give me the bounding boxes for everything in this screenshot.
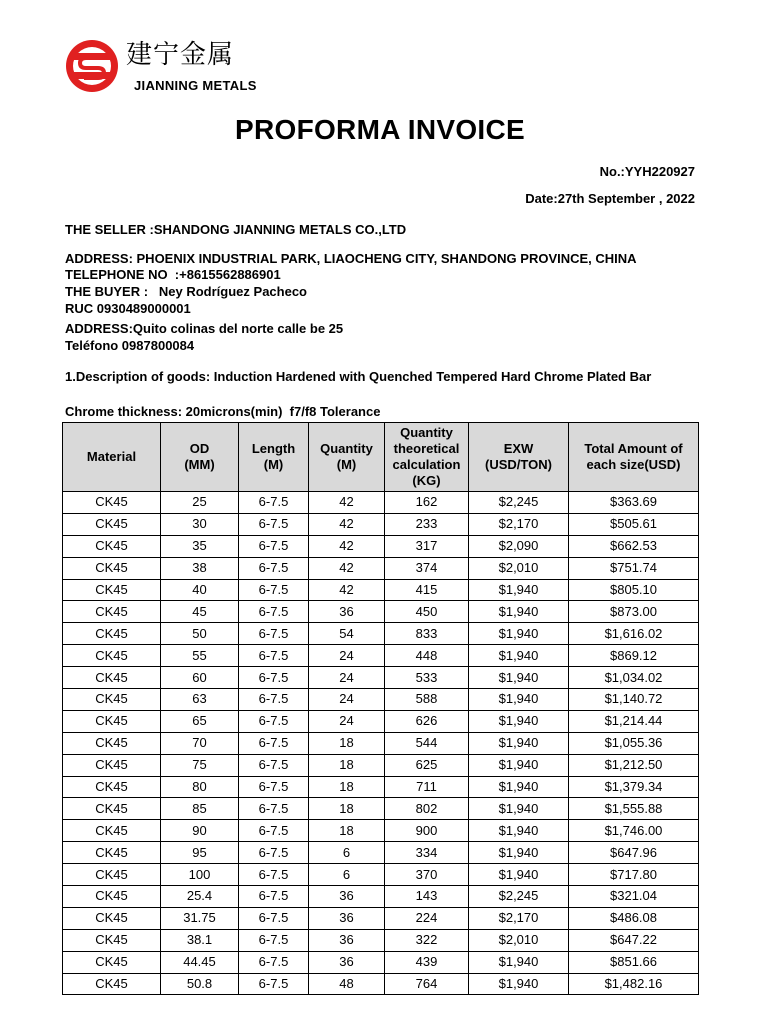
cell-length: 6-7.5 bbox=[239, 973, 309, 995]
cell-material: CK45 bbox=[63, 776, 161, 798]
table-row bbox=[63, 513, 699, 535]
cell-quantity-kg: 833 bbox=[385, 623, 469, 645]
cell-total: $1,034.02 bbox=[569, 667, 699, 689]
cell-quantity-m: 42 bbox=[309, 535, 385, 557]
table-row bbox=[63, 776, 699, 798]
cell-material: CK45 bbox=[63, 513, 161, 535]
header-quantity-kg: Quantity theoretical calculation (KG) bbox=[385, 423, 469, 492]
cell-quantity-m: 36 bbox=[309, 929, 385, 951]
cell-length: 6-7.5 bbox=[239, 645, 309, 667]
cell-length: 6-7.5 bbox=[239, 820, 309, 842]
seller-address: ADDRESS: PHOENIX INDUSTRIAL PARK, LIAOCHENG CITY, SHANDONG PROVINCE, CHINA bbox=[65, 251, 637, 266]
cell-length: 6-7.5 bbox=[239, 907, 309, 929]
cell-material: CK45 bbox=[63, 842, 161, 864]
cell-length: 6-7.5 bbox=[239, 667, 309, 689]
cell-exw: $1,940 bbox=[469, 798, 569, 820]
cell-length: 6-7.5 bbox=[239, 842, 309, 864]
cell-length: 6-7.5 bbox=[239, 929, 309, 951]
cell-length: 6-7.5 bbox=[239, 886, 309, 908]
cell-quantity-kg: 162 bbox=[385, 492, 469, 514]
cell-exw: $1,940 bbox=[469, 645, 569, 667]
cell-od: 100 bbox=[161, 864, 239, 886]
cell-length: 6-7.5 bbox=[239, 557, 309, 579]
table-row bbox=[63, 645, 699, 667]
table-row bbox=[63, 820, 699, 842]
company-name-cn: 建宁金属 bbox=[126, 40, 235, 70]
cell-material: CK45 bbox=[63, 645, 161, 667]
buyer-address: ADDRESS:Quito colinas del norte calle be 25 bbox=[65, 321, 344, 336]
cell-quantity-kg: 233 bbox=[385, 513, 469, 535]
cell-material: CK45 bbox=[63, 754, 161, 776]
table-header-row bbox=[63, 423, 699, 492]
cell-length: 6-7.5 bbox=[239, 579, 309, 601]
table-row bbox=[63, 732, 699, 754]
cell-total: $662.53 bbox=[569, 535, 699, 557]
cell-exw: $2,010 bbox=[469, 557, 569, 579]
cell-od: 45 bbox=[161, 601, 239, 623]
cell-length: 6-7.5 bbox=[239, 951, 309, 973]
cell-length: 6-7.5 bbox=[239, 776, 309, 798]
company-name-en: JIANNING METALS bbox=[134, 78, 257, 93]
cell-exw: $1,940 bbox=[469, 601, 569, 623]
cell-quantity-m: 18 bbox=[309, 820, 385, 842]
cell-length: 6-7.5 bbox=[239, 492, 309, 514]
cell-od: 60 bbox=[161, 667, 239, 689]
cell-total: $717.80 bbox=[569, 864, 699, 886]
cell-exw: $2,245 bbox=[469, 886, 569, 908]
cell-total: $1,055.36 bbox=[569, 732, 699, 754]
cell-total: $1,482.16 bbox=[569, 973, 699, 995]
invoice-number: No.:YYH220927 bbox=[599, 164, 695, 179]
goods-description: 1.Description of goods: Induction Hardened with Quenched Tempered Hard Chrome Plated Bar bbox=[65, 369, 652, 384]
cell-exw: $1,940 bbox=[469, 776, 569, 798]
header-total: Total Amount of each size(USD) bbox=[569, 423, 699, 492]
cell-exw: $1,940 bbox=[469, 951, 569, 973]
cell-quantity-m: 42 bbox=[309, 492, 385, 514]
cell-quantity-kg: 588 bbox=[385, 689, 469, 711]
cell-exw: $1,940 bbox=[469, 973, 569, 995]
cell-quantity-m: 42 bbox=[309, 579, 385, 601]
table-row bbox=[63, 535, 699, 557]
cell-exw: $1,940 bbox=[469, 710, 569, 732]
cell-length: 6-7.5 bbox=[239, 623, 309, 645]
cell-od: 40 bbox=[161, 579, 239, 601]
cell-length: 6-7.5 bbox=[239, 710, 309, 732]
cell-quantity-m: 18 bbox=[309, 776, 385, 798]
header-material: Material bbox=[63, 423, 161, 492]
cell-quantity-kg: 533 bbox=[385, 667, 469, 689]
table-row bbox=[63, 689, 699, 711]
cell-od: 38 bbox=[161, 557, 239, 579]
cell-exw: $1,940 bbox=[469, 842, 569, 864]
cell-total: $869.12 bbox=[569, 645, 699, 667]
table-row bbox=[63, 929, 699, 951]
cell-length: 6-7.5 bbox=[239, 513, 309, 535]
cell-material: CK45 bbox=[63, 623, 161, 645]
cell-exw: $1,940 bbox=[469, 732, 569, 754]
goods-table bbox=[62, 422, 699, 995]
table-row bbox=[63, 623, 699, 645]
cell-od: 75 bbox=[161, 754, 239, 776]
chrome-thickness: Chrome thickness: 20microns(min) f7/f8 Tolerance bbox=[65, 404, 381, 419]
cell-quantity-kg: 415 bbox=[385, 579, 469, 601]
cell-total: $1,214.44 bbox=[569, 710, 699, 732]
cell-material: CK45 bbox=[63, 732, 161, 754]
cell-total: $486.08 bbox=[569, 907, 699, 929]
cell-quantity-m: 36 bbox=[309, 907, 385, 929]
cell-total: $805.10 bbox=[569, 579, 699, 601]
cell-od: 44.45 bbox=[161, 951, 239, 973]
cell-total: $1,212.50 bbox=[569, 754, 699, 776]
table-row bbox=[63, 492, 699, 514]
cell-od: 55 bbox=[161, 645, 239, 667]
cell-material: CK45 bbox=[63, 601, 161, 623]
cell-quantity-kg: 625 bbox=[385, 754, 469, 776]
cell-quantity-kg: 334 bbox=[385, 842, 469, 864]
cell-od: 63 bbox=[161, 689, 239, 711]
buyer-ruc: RUC 0930489000001 bbox=[65, 301, 191, 316]
cell-quantity-m: 18 bbox=[309, 754, 385, 776]
cell-quantity-m: 54 bbox=[309, 623, 385, 645]
cell-od: 38.1 bbox=[161, 929, 239, 951]
cell-quantity-kg: 626 bbox=[385, 710, 469, 732]
cell-quantity-m: 36 bbox=[309, 601, 385, 623]
cell-total: $751.74 bbox=[569, 557, 699, 579]
cell-length: 6-7.5 bbox=[239, 798, 309, 820]
cell-length: 6-7.5 bbox=[239, 689, 309, 711]
cell-exw: $1,940 bbox=[469, 623, 569, 645]
table-row bbox=[63, 754, 699, 776]
cell-quantity-kg: 370 bbox=[385, 864, 469, 886]
cell-material: CK45 bbox=[63, 798, 161, 820]
cell-quantity-m: 6 bbox=[309, 864, 385, 886]
cell-quantity-kg: 711 bbox=[385, 776, 469, 798]
cell-material: CK45 bbox=[63, 973, 161, 995]
cell-od: 85 bbox=[161, 798, 239, 820]
seller-telephone: TELEPHONE NO :+8615562886901 bbox=[65, 267, 281, 282]
cell-material: CK45 bbox=[63, 864, 161, 886]
cell-quantity-kg: 143 bbox=[385, 886, 469, 908]
table-row bbox=[63, 601, 699, 623]
buyer-name: THE BUYER : Ney Rodríguez Pacheco bbox=[65, 284, 307, 299]
cell-quantity-m: 6 bbox=[309, 842, 385, 864]
cell-quantity-kg: 900 bbox=[385, 820, 469, 842]
cell-total: $1,616.02 bbox=[569, 623, 699, 645]
cell-quantity-kg: 450 bbox=[385, 601, 469, 623]
cell-exw: $1,940 bbox=[469, 864, 569, 886]
cell-length: 6-7.5 bbox=[239, 864, 309, 886]
cell-exw: $2,010 bbox=[469, 929, 569, 951]
cell-material: CK45 bbox=[63, 886, 161, 908]
cell-material: CK45 bbox=[63, 557, 161, 579]
cell-total: $1,746.00 bbox=[569, 820, 699, 842]
cell-quantity-m: 48 bbox=[309, 973, 385, 995]
cell-total: $647.96 bbox=[569, 842, 699, 864]
cell-quantity-m: 42 bbox=[309, 557, 385, 579]
cell-total: $1,140.72 bbox=[569, 689, 699, 711]
buyer-telephone: Teléfono 0987800084 bbox=[65, 338, 195, 353]
cell-exw: $1,940 bbox=[469, 579, 569, 601]
table-row bbox=[63, 710, 699, 732]
cell-total: $1,555.88 bbox=[569, 798, 699, 820]
table-row bbox=[63, 557, 699, 579]
cell-quantity-kg: 322 bbox=[385, 929, 469, 951]
cell-exw: $1,940 bbox=[469, 754, 569, 776]
cell-quantity-m: 18 bbox=[309, 798, 385, 820]
cell-quantity-kg: 317 bbox=[385, 535, 469, 557]
table-row bbox=[63, 579, 699, 601]
cell-exw: $2,090 bbox=[469, 535, 569, 557]
cell-length: 6-7.5 bbox=[239, 754, 309, 776]
cell-od: 31.75 bbox=[161, 907, 239, 929]
cell-total: $363.69 bbox=[569, 492, 699, 514]
cell-quantity-kg: 802 bbox=[385, 798, 469, 820]
header-od: OD (MM) bbox=[161, 423, 239, 492]
table-row bbox=[63, 798, 699, 820]
cell-material: CK45 bbox=[63, 689, 161, 711]
table-row bbox=[63, 864, 699, 886]
cell-quantity-m: 24 bbox=[309, 667, 385, 689]
cell-od: 80 bbox=[161, 776, 239, 798]
header-length: Length (M) bbox=[239, 423, 309, 492]
invoice-date: Date:27th September , 2022 bbox=[525, 191, 695, 206]
cell-material: CK45 bbox=[63, 929, 161, 951]
cell-od: 70 bbox=[161, 732, 239, 754]
cell-quantity-m: 36 bbox=[309, 886, 385, 908]
cell-quantity-m: 24 bbox=[309, 710, 385, 732]
cell-od: 50.8 bbox=[161, 973, 239, 995]
cell-od: 65 bbox=[161, 710, 239, 732]
cell-quantity-kg: 224 bbox=[385, 907, 469, 929]
cell-quantity-kg: 439 bbox=[385, 951, 469, 973]
cell-length: 6-7.5 bbox=[239, 732, 309, 754]
cell-od: 25 bbox=[161, 492, 239, 514]
cell-quantity-kg: 544 bbox=[385, 732, 469, 754]
cell-quantity-m: 24 bbox=[309, 645, 385, 667]
cell-length: 6-7.5 bbox=[239, 535, 309, 557]
cell-od: 50 bbox=[161, 623, 239, 645]
cell-exw: $2,170 bbox=[469, 907, 569, 929]
table-row bbox=[63, 886, 699, 908]
cell-quantity-m: 24 bbox=[309, 689, 385, 711]
company-logo bbox=[64, 38, 284, 94]
seller-name: THE SELLER :SHANDONG JIANNING METALS CO.,LTD bbox=[65, 222, 407, 237]
cell-material: CK45 bbox=[63, 710, 161, 732]
cell-exw: $1,940 bbox=[469, 667, 569, 689]
cell-material: CK45 bbox=[63, 820, 161, 842]
cell-quantity-m: 36 bbox=[309, 951, 385, 973]
document-title: PROFORMA INVOICE bbox=[235, 114, 525, 145]
header-quantity-m: Quantity (M) bbox=[309, 423, 385, 492]
cell-od: 30 bbox=[161, 513, 239, 535]
cell-exw: $2,170 bbox=[469, 513, 569, 535]
cell-quantity-m: 42 bbox=[309, 513, 385, 535]
cell-material: CK45 bbox=[63, 579, 161, 601]
cell-od: 25.4 bbox=[161, 886, 239, 908]
cell-total: $505.61 bbox=[569, 513, 699, 535]
table-row bbox=[63, 973, 699, 995]
cell-total: $321.04 bbox=[569, 886, 699, 908]
cell-exw: $2,245 bbox=[469, 492, 569, 514]
header-exw: EXW (USD/TON) bbox=[469, 423, 569, 492]
cell-material: CK45 bbox=[63, 535, 161, 557]
cell-length: 6-7.5 bbox=[239, 601, 309, 623]
cell-quantity-kg: 764 bbox=[385, 973, 469, 995]
cell-exw: $1,940 bbox=[469, 689, 569, 711]
table-row bbox=[63, 842, 699, 864]
cell-total: $1,379.34 bbox=[569, 776, 699, 798]
cell-total: $647.22 bbox=[569, 929, 699, 951]
logo-mark-icon bbox=[64, 38, 120, 94]
cell-quantity-kg: 448 bbox=[385, 645, 469, 667]
cell-od: 35 bbox=[161, 535, 239, 557]
cell-material: CK45 bbox=[63, 907, 161, 929]
cell-total: $851.66 bbox=[569, 951, 699, 973]
cell-od: 90 bbox=[161, 820, 239, 842]
cell-total: $873.00 bbox=[569, 601, 699, 623]
cell-quantity-m: 18 bbox=[309, 732, 385, 754]
cell-quantity-kg: 374 bbox=[385, 557, 469, 579]
table-row bbox=[63, 907, 699, 929]
cell-exw: $1,940 bbox=[469, 820, 569, 842]
cell-material: CK45 bbox=[63, 667, 161, 689]
cell-od: 95 bbox=[161, 842, 239, 864]
cell-material: CK45 bbox=[63, 951, 161, 973]
table-row bbox=[63, 667, 699, 689]
table-row bbox=[63, 951, 699, 973]
cell-material: CK45 bbox=[63, 492, 161, 514]
